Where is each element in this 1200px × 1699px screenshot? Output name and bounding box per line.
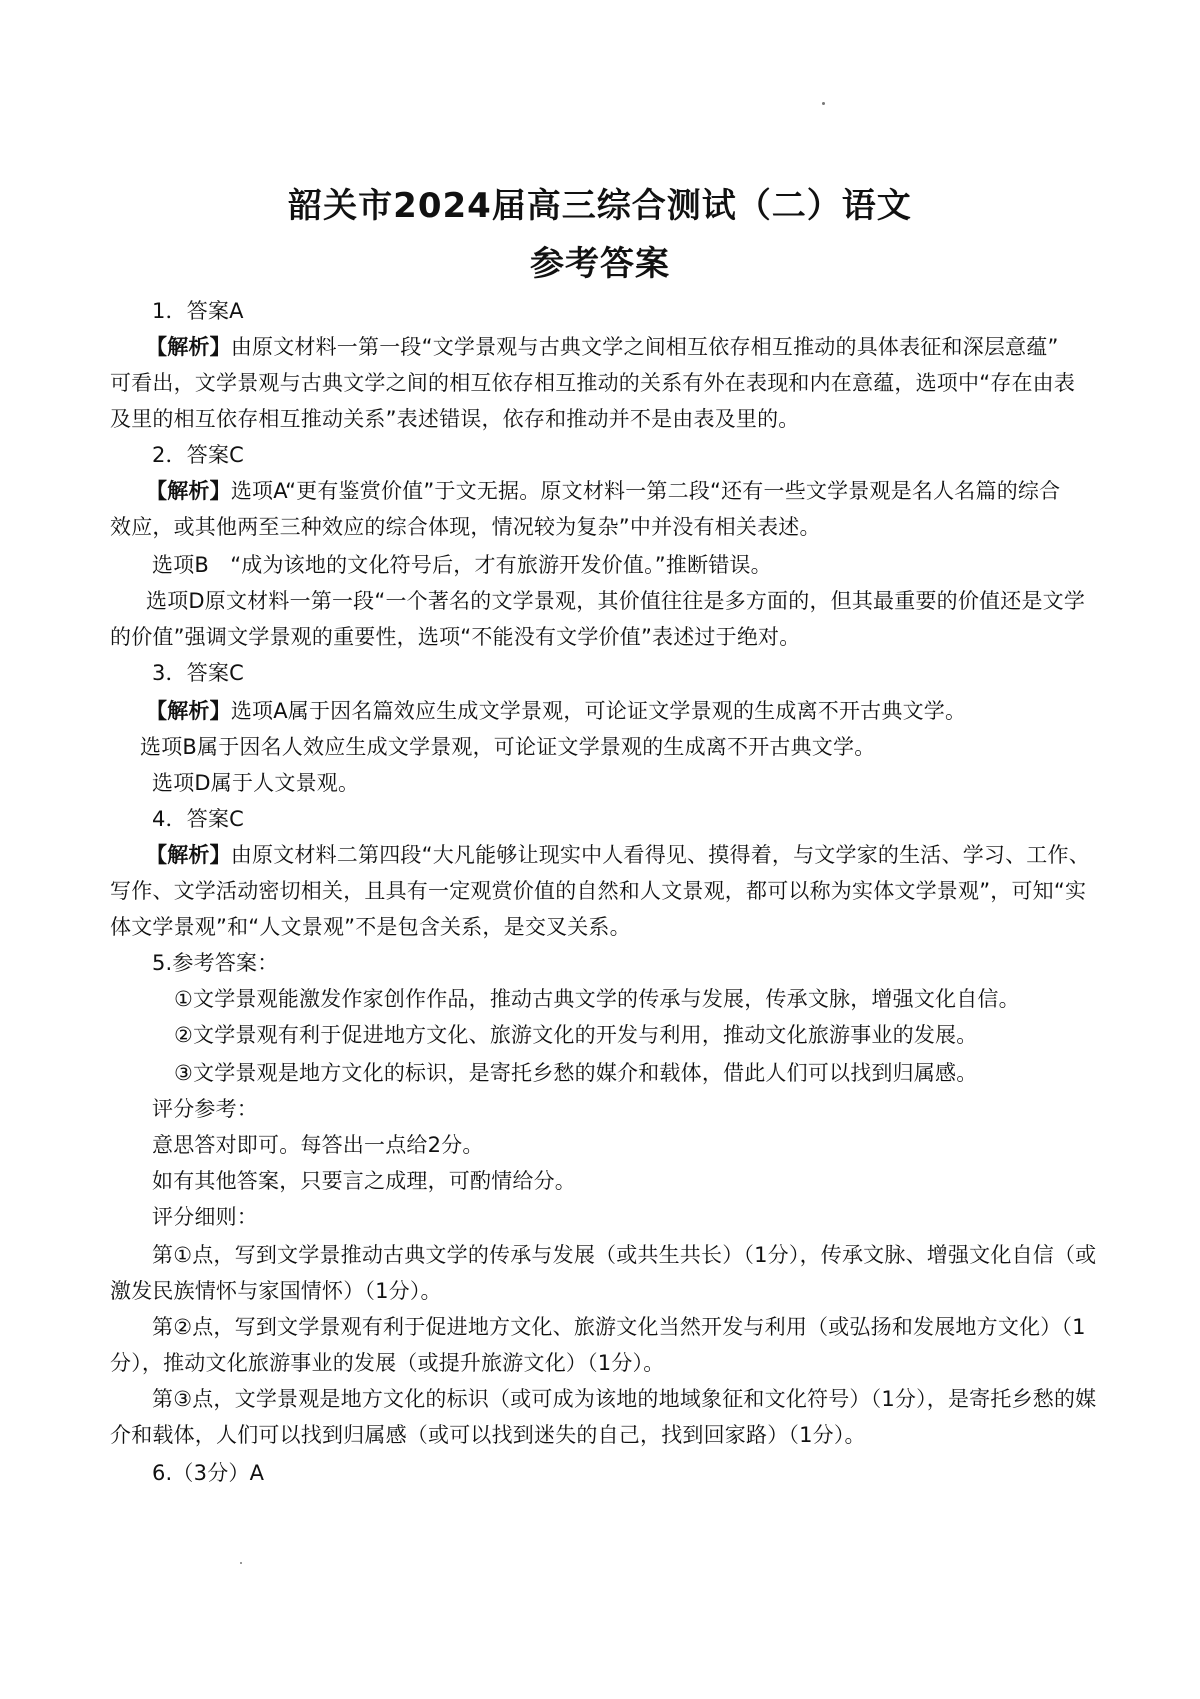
document-title: 韶关市2024届高三综合测试（二）语文 [288, 186, 912, 226]
analysis-line: 写作、文学活动密切相关，且具有一定观赏价值的自然和人文景观，都可以称为实体文学景观”，可知“实 [110, 879, 1087, 903]
analysis-marker: 【解析】 [146, 699, 231, 723]
document-subtitle: 参考答案 [530, 244, 670, 284]
answer-line-q6: 6.（3分）A [152, 1461, 265, 1485]
analysis-marker: 【解析】 [146, 479, 231, 503]
analysis-line: 的价值”强调文学景观的重要性，选项“不能没有文学价值”表述过于绝对。 [110, 625, 801, 649]
analysis-marker: 【解析】 [146, 335, 231, 359]
answer-line-q1: 1．答案A [152, 299, 244, 323]
scoring-detail: 第②点，写到文学景观有利于促进地方文化、旅游文化当然开发与利用（或弘扬和发展地方文化）（1 [152, 1315, 1086, 1339]
analysis-line: 选项B属于因名人效应生成文学景观，可论证文学景观的生成离不开古典文学。 [140, 735, 876, 759]
scan-speck [240, 1562, 242, 1564]
answer-point: ①文学景观能激发作家创作作品，推动古典文学的传承与发展，传承文脉，增强文化自信。 [174, 987, 1020, 1011]
analysis-line: 及里的相互依存相互推动关系”表述错误，依存和推动并不是由表及里的。 [110, 407, 800, 431]
answer-line-q2: 2．答案C [152, 443, 245, 467]
analysis-line: 【解析】选项A属于因名篇效应生成文学景观，可论证文学景观的生成离不开古典文学。 [146, 699, 967, 723]
analysis-line: 选项B “成为该地的文化符号后，才有旅游开发价值。”推断错误。 [152, 553, 772, 577]
analysis-line: 【解析】由原文材料二第四段“大凡能够让现实中人看得见、摸得着，与文学家的生活、学习、工作、 [146, 843, 1090, 867]
analysis-line: 选项D属于人文景观。 [152, 771, 360, 795]
scoring-detail: 第③点，文学景观是地方文化的标识（或可成为该地的地域象征和文化符号）（1分），是寄托乡愁的媒 [152, 1387, 1097, 1411]
answer-line-q5: 5.参考答案： [152, 951, 279, 975]
scoring-detail: 分），推动文化旅游事业的发展（或提升旅游文化）（1分）。 [110, 1351, 665, 1375]
scoring-detail: 激发民族情怀与家国情怀）（1分）。 [110, 1279, 442, 1303]
answer-point: ②文学景观有利于促进地方文化、旅游文化的开发与利用，推动文化旅游事业的发展。 [174, 1023, 978, 1047]
scan-speck [822, 102, 825, 105]
analysis-line: 【解析】由原文材料一第一段“文学景观与古典文学之间相互依存相互推动的具体表征和深层意蕴” [146, 335, 1059, 359]
scoring-detail: 介和载体，人们可以找到归属感（或可以找到迷失的自己，找到回家路）（1分）。 [110, 1423, 866, 1447]
scoring-detail: 第①点，写到文学景推动古典文学的传承与发展（或共生共长）（1分），传承文脉、增强文化自信（或 [152, 1243, 1097, 1267]
scoring-line: 意思答对即可。每答出一点给2分。 [152, 1133, 484, 1157]
scoring-heading: 评分参考： [152, 1097, 258, 1121]
analysis-marker: 【解析】 [146, 843, 231, 867]
analysis-line: 可看出，文学景观与古典文学之间的相互依存相互推动的关系有外在表现和内在意蕴，选项中“存在由表 [110, 371, 1076, 395]
scoring-heading: 评分细则： [152, 1205, 258, 1229]
answer-line-q4: 4．答案C [152, 807, 245, 831]
answer-point: ③文学景观是地方文化的标识，是寄托乡愁的媒介和载体，借此人们可以找到归属感。 [174, 1061, 978, 1085]
analysis-line: 体文学景观”和“人文景观”不是包含关系，是交叉关系。 [110, 915, 631, 939]
answer-line-q3: 3．答案C [152, 661, 245, 685]
analysis-line: 效应，或其他两至三种效应的综合体现，情况较为复杂”中并没有相关表述。 [110, 515, 821, 539]
analysis-line: 选项D原文材料一第一段“一个著名的文学景观，其价值往往是多方面的，但其最重要的价值还是文学 [146, 589, 1086, 613]
scoring-line: 如有其他答案，只要言之成理，可酌情给分。 [152, 1169, 576, 1193]
analysis-line: 【解析】选项A“更有鉴赏价值”于文无据。原文材料一第二段“还有一些文学景观是名人名篇的综合 [146, 479, 1061, 503]
